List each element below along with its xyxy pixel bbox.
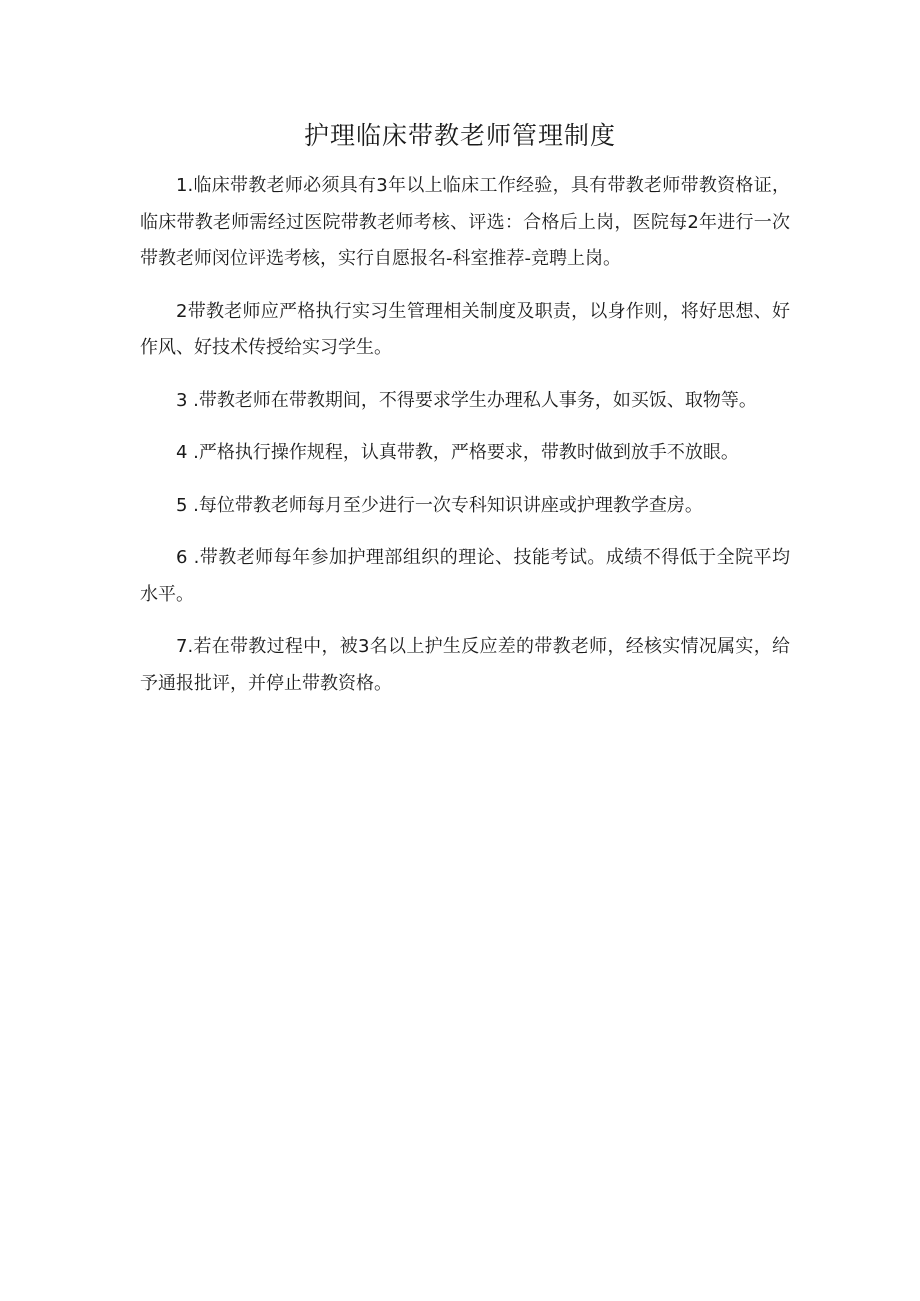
clause-7: 7.若在带教过程中，被3名以上护生反应差的带教老师，经核实情况属实，给予通报批评，并停止带教资格。	[140, 636, 790, 694]
document-title: 护理临床带教老师管理制度	[303, 121, 616, 150]
clause-6: 6 .带教老师每年参加护理部组织的理论、技能考试。成绩不得低于全院平均水平。	[140, 547, 790, 605]
document-body	[140, 168, 790, 718]
clause-4: 4 .严格执行操作规程，认真带教，严格要求，带教时做到放手不放眼。	[176, 442, 739, 463]
clause-5: 5 .每位带教老师每月至少进行一次专科知识讲座或护理教学查房。	[176, 494, 703, 516]
clause-3: 3 .带教老师在带教期间，不得要求学生办理私人事务，如买饭、取物等。	[176, 389, 757, 411]
clause-2: 2带教老师应严格执行实习生管理相关制度及职责，以身作则，将好思想、好作风、好技术传授给实习学生。	[140, 300, 790, 358]
clause-1: 1.临床带教老师必须具有3年以上临床工作经验，具有带教老师带教资格证，临床带教老师需经过医院带教老师考核、评选：合格后上岗，医院每2年进行一次带教老师闵位评选考核，实行自愿报名-科室推荐-竞聘上岗。	[140, 175, 790, 269]
